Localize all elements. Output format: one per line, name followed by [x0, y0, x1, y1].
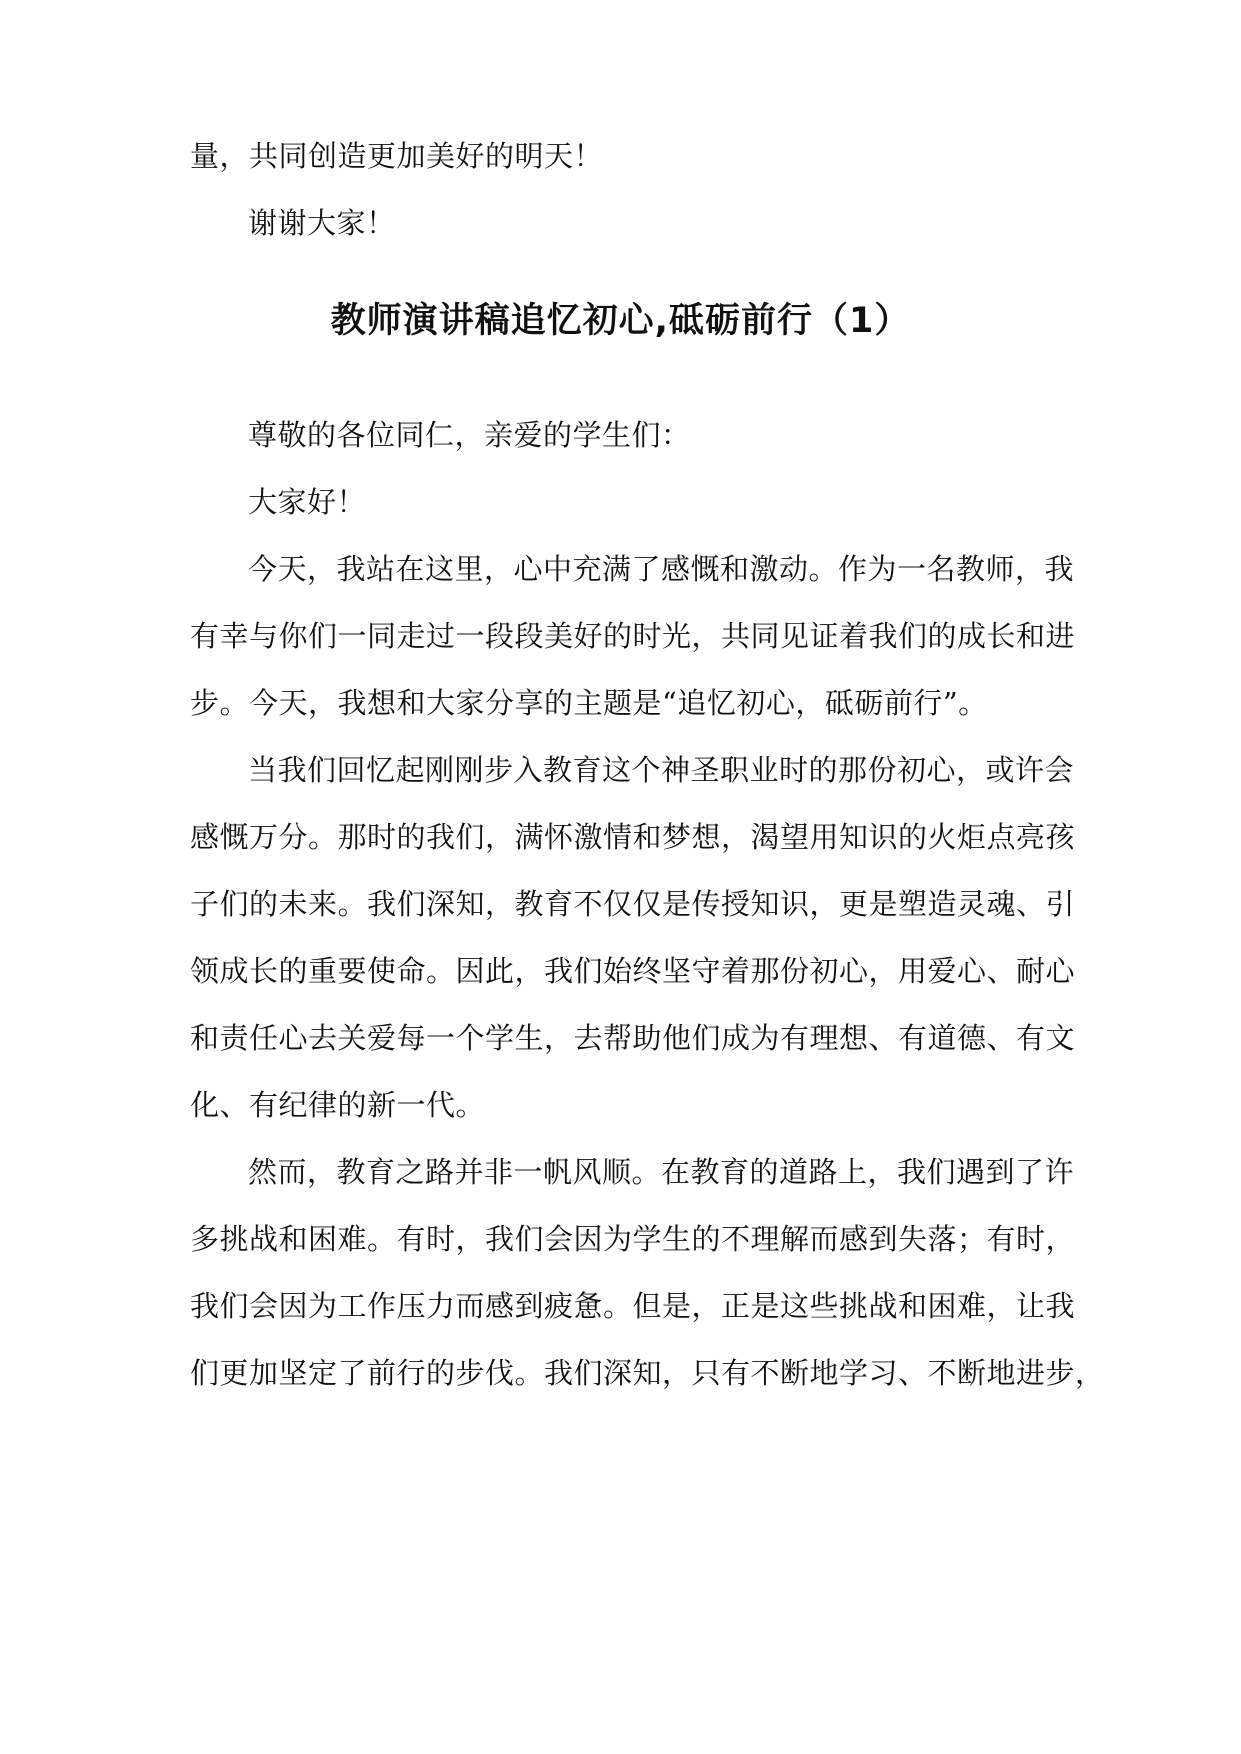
paragraph-line: 当我们回忆起刚刚步入教育这个神圣职业时的那份初心，或许会: [248, 753, 1075, 787]
paragraph-line: 子们的未来。我们深知，教育不仅仅是传授知识，更是塑造灵魂、引: [190, 887, 1076, 921]
paragraph-line: 们更加坚定了前行的步伐。我们深知，只有不断地学习、不断地进步，: [190, 1356, 1105, 1390]
paragraph-line: 尊敬的各位同仁，亲爱的学生们：: [248, 418, 691, 452]
paragraph-line: 步。今天，我想和大家分享的主题是“追忆初心，砥砺前行”。: [190, 686, 988, 720]
paragraph-line: 我们会因为工作压力而感到疲惫。但是，正是这些挑战和困难，让我: [190, 1289, 1076, 1323]
paragraph-line: 有幸与你们一同走过一段段美好的时光，共同见证着我们的成长和进: [190, 619, 1076, 653]
paragraph-line: 然而，教育之路并非一帆风顺。在教育的道路上，我们遇到了许: [248, 1155, 1075, 1189]
paragraph-line: 大家好！: [248, 485, 367, 519]
document-title: 教师演讲稿追忆初心,砥砺前行（1）: [330, 301, 911, 341]
paragraph-line: 化、有纪律的新一代。: [190, 1088, 486, 1122]
paragraph-line: 多挑战和困难。有时，我们会因为学生的不理解而感到失落；有时，: [190, 1222, 1076, 1256]
paragraph-line: 感慨万分。那时的我们，满怀激情和梦想，渴望用知识的火炬点亮孩: [190, 820, 1076, 854]
paragraph-line: 谢谢大家！: [248, 206, 396, 240]
paragraph-line: 量，共同创造更加美好的明天！: [190, 139, 604, 173]
paragraph-line: 领成长的重要使命。因此，我们始终坚守着那份初心，用爱心、耐心: [190, 954, 1076, 988]
paragraph-line: 今天，我站在这里，心中充满了感慨和激动。作为一名教师，我: [248, 552, 1075, 586]
paragraph-line: 和责任心去关爱每一个学生，去帮助他们成为有理想、有道德、有文: [190, 1021, 1076, 1055]
